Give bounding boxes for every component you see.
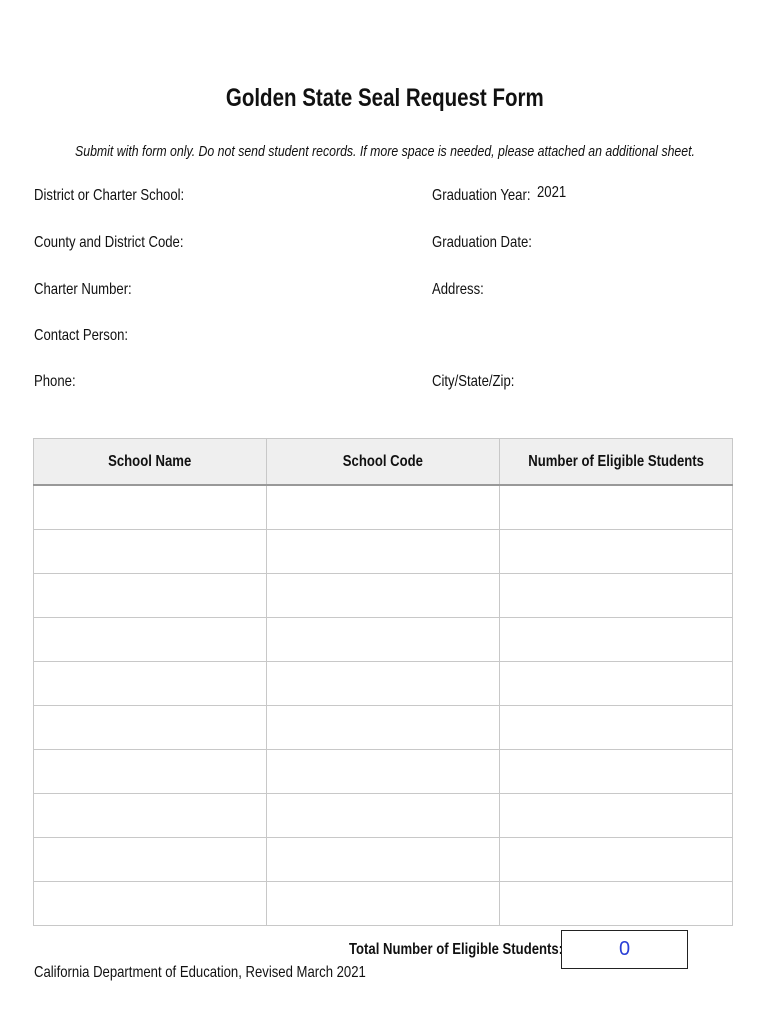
- total-eligible-label: Total Number of Eligible Students:: [349, 941, 564, 958]
- eligible-students-cell[interactable]: [500, 794, 733, 838]
- school-code-cell[interactable]: [267, 618, 500, 662]
- table-header-row: [34, 439, 733, 486]
- eligible-students-cell[interactable]: [500, 882, 733, 926]
- graduation-date-label: Graduation Date:: [432, 234, 532, 251]
- school-name-cell[interactable]: [34, 485, 267, 530]
- county-district-code-label: County and District Code:: [34, 234, 184, 251]
- school-code-cell[interactable]: [267, 750, 500, 794]
- school-name-cell[interactable]: [34, 662, 267, 706]
- eligible-students-cell[interactable]: [500, 662, 733, 706]
- school-name-cell[interactable]: [34, 530, 267, 574]
- school-code-cell[interactable]: [267, 794, 500, 838]
- charter-number-label: Charter Number:: [34, 281, 132, 298]
- phone-label: Phone:: [34, 373, 76, 390]
- form-title: Golden State Seal Request Form: [226, 84, 544, 112]
- table-row: [34, 574, 733, 618]
- eligible-students-cell[interactable]: [500, 838, 733, 882]
- eligible-students-cell[interactable]: [500, 618, 733, 662]
- table-row: [34, 706, 733, 750]
- table-row: [34, 485, 733, 530]
- table-row: [34, 530, 733, 574]
- school-name-cell[interactable]: [34, 706, 267, 750]
- school-name-cell[interactable]: [34, 618, 267, 662]
- table-row: [34, 662, 733, 706]
- form-instructions: Submit with form only. Do not send student records. If more space is needed, please attached an additional sheet.: [75, 143, 695, 160]
- school-code-cell[interactable]: [267, 530, 500, 574]
- school-code-cell[interactable]: [267, 662, 500, 706]
- eligible-students-cell[interactable]: [500, 485, 733, 530]
- total-eligible-value[interactable]: 0: [561, 930, 688, 969]
- table-row: [34, 882, 733, 926]
- school-name-cell[interactable]: [34, 794, 267, 838]
- school-name-header: School Name: [34, 439, 267, 486]
- address-label: Address:: [432, 281, 484, 298]
- school-code-cell[interactable]: [267, 838, 500, 882]
- school-code-cell[interactable]: [267, 882, 500, 926]
- city-state-zip-label: City/State/Zip:: [432, 373, 515, 390]
- schools-table: [33, 438, 733, 926]
- table-row: [34, 794, 733, 838]
- eligible-students-cell[interactable]: [500, 706, 733, 750]
- school-name-cell[interactable]: [34, 882, 267, 926]
- district-label: District or Charter School:: [34, 187, 185, 204]
- eligible-students-cell[interactable]: [500, 574, 733, 618]
- graduation-year-label: Graduation Year:: [432, 187, 531, 204]
- contact-person-label: Contact Person:: [34, 327, 129, 344]
- footer-text: California Department of Education, Revised March 2021: [34, 964, 366, 981]
- eligible-students-header: Number of Eligible Students: [500, 439, 733, 486]
- eligible-students-cell[interactable]: [500, 530, 733, 574]
- school-code-cell[interactable]: [267, 574, 500, 618]
- eligible-students-cell[interactable]: [500, 750, 733, 794]
- school-code-header: School Code: [267, 439, 500, 486]
- school-name-cell[interactable]: [34, 750, 267, 794]
- table-row: [34, 838, 733, 882]
- school-code-cell[interactable]: [267, 485, 500, 530]
- graduation-year-value[interactable]: 2021: [537, 184, 567, 201]
- table-row: [34, 618, 733, 662]
- school-name-cell[interactable]: [34, 838, 267, 882]
- school-code-cell[interactable]: [267, 706, 500, 750]
- school-name-cell[interactable]: [34, 574, 267, 618]
- table-row: [34, 750, 733, 794]
